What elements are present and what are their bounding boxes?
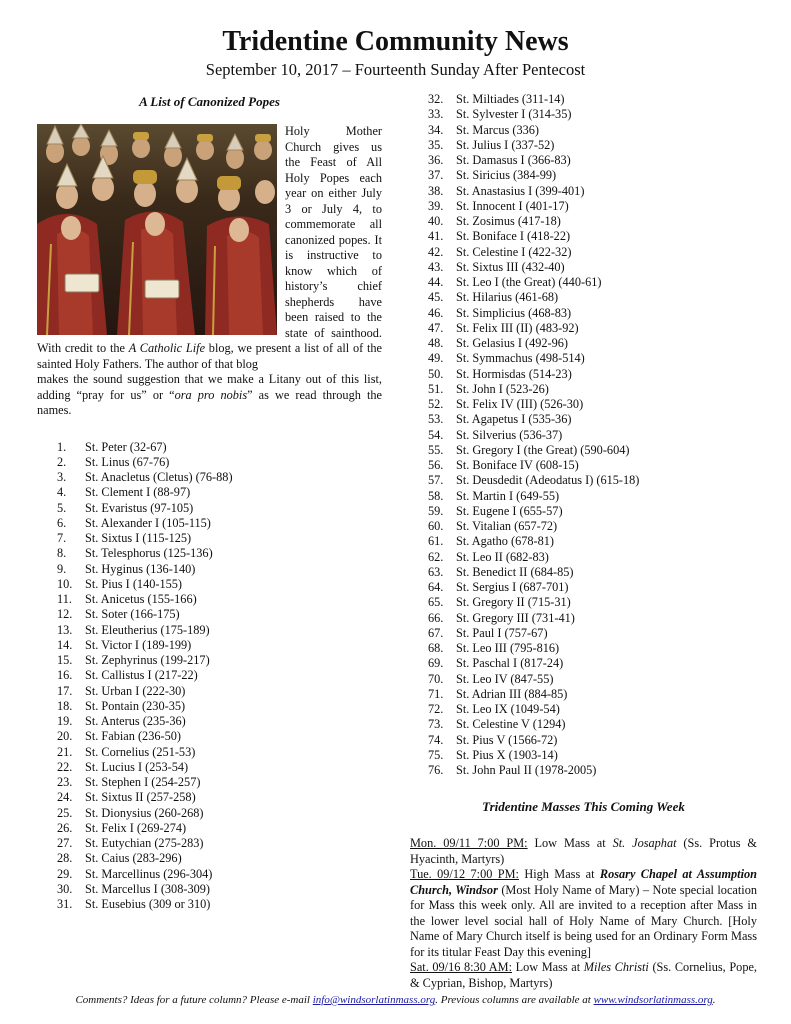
pope-number: 17. — [57, 683, 73, 698]
pope-name: St. Urban I (222-30) — [85, 683, 186, 698]
pope-number: 59. — [428, 503, 444, 518]
pope-list-item — [428, 245, 757, 260]
pope-list-item — [428, 428, 757, 443]
pope-list-item — [57, 775, 382, 790]
pope-number: 15. — [57, 653, 73, 667]
pope-list-item — [57, 562, 382, 577]
mass-text: Low Mass at — [527, 836, 613, 851]
intro-text-3: makes the sound suggestion that we make a Litany out of this list, adding “pray for us” or “ — [37, 372, 382, 402]
pope-number: 22. — [57, 759, 73, 774]
pope-list-item — [428, 199, 757, 214]
pope-name: St. Deusdedit (Adeodatus I) (615-18) — [456, 473, 640, 488]
pope-number: 11. — [57, 592, 72, 606]
pope-name: St. Soter (166-175) — [85, 607, 180, 622]
pope-name: St. Felix I (269-274) — [85, 820, 187, 835]
pope-list-item — [57, 851, 382, 866]
pope-list-item — [428, 138, 757, 153]
pope-name: St. Anastasius I (399-401) — [456, 183, 585, 198]
pope-list-item — [428, 504, 757, 519]
pope-list-item — [57, 623, 382, 638]
pope-number: 64. — [428, 580, 444, 594]
pope-name: St. Callistus I (217-22) — [85, 668, 198, 683]
pope-name: St. Alexander I (105-115) — [85, 515, 211, 530]
pope-number: 52. — [428, 397, 444, 411]
pope-list-item — [57, 699, 382, 714]
pope-name: St. Hilarius (461-68) — [456, 290, 559, 305]
pope-number: 12. — [57, 607, 73, 622]
pope-number: 62. — [428, 549, 444, 564]
intro-text-4: ” as we read through the names. — [37, 387, 382, 417]
mass-feast: (Ss. Protus & Hyacinth, Martyrs) — [410, 836, 757, 866]
pope-name: St. Damasus I (366-83) — [456, 153, 571, 167]
pope-name: St. Linus (67-76) — [85, 454, 170, 469]
pope-number: 21. — [57, 744, 73, 759]
pope-number: 37. — [428, 168, 444, 183]
pope-name: St. Leo I (the Great) (440-61) — [456, 275, 602, 289]
mass-text: High Mass at — [518, 867, 600, 882]
right-column — [410, 94, 757, 991]
pope-number: 76. — [428, 763, 444, 777]
pope-name: St. Eleutherius (175-189) — [85, 622, 210, 637]
pope-number: 74. — [428, 732, 444, 747]
pope-list-item — [428, 687, 757, 702]
pope-name: St. Zosimus (417-18) — [456, 214, 561, 228]
mass-entry-tuesday — [410, 867, 757, 960]
pope-name: St. John I (523-26) — [456, 381, 549, 396]
pope-number: 34. — [428, 122, 444, 137]
pope-name: St. Celestine V (1294) — [456, 717, 566, 732]
pope-list-item — [428, 214, 757, 229]
pope-number: 2. — [57, 454, 67, 469]
pope-list-item — [428, 519, 757, 534]
pope-name: St. Boniface I (418-22) — [456, 229, 571, 244]
pope-number: 57. — [428, 473, 444, 488]
pope-number: 65. — [428, 595, 444, 610]
pope-list-item — [428, 763, 757, 778]
pope-list-item — [57, 470, 382, 485]
pope-name: St. Boniface IV (608-15) — [456, 458, 579, 472]
pope-list-item — [428, 717, 757, 732]
footer — [0, 994, 791, 1006]
pope-number: 36. — [428, 153, 444, 167]
pope-number: 29. — [57, 866, 73, 881]
mass-entry-monday — [410, 836, 757, 867]
pope-name: St. Silverius (536-37) — [456, 427, 563, 442]
pope-number: 30. — [57, 881, 73, 896]
pope-name: St. Eugene I (655-57) — [456, 503, 563, 518]
pope-number: 67. — [428, 625, 444, 640]
pope-number: 20. — [57, 729, 73, 744]
pope-list-item — [57, 897, 382, 912]
issue-date: September 10, 2017 – Fourteenth Sunday After Pentecost — [205, 60, 586, 79]
pope-name: St. Felix III (II) (483-92) — [456, 320, 579, 335]
footer-text: . — [712, 994, 716, 1006]
pope-name: St. Sixtus II (257-258) — [85, 790, 196, 805]
pope-number: 66. — [428, 610, 444, 625]
pope-number: 7. — [57, 531, 67, 545]
pope-number: 45. — [428, 290, 444, 305]
pope-list-item — [57, 821, 382, 836]
pope-name: St. Pius V (1566-72) — [456, 732, 558, 747]
pope-number: 47. — [428, 320, 444, 335]
pope-number: 68. — [428, 641, 444, 655]
latin-phrase: ora pro nobis — [174, 387, 248, 402]
pope-number: 70. — [428, 671, 444, 686]
pope-name: St. Dionysius (260-268) — [85, 805, 204, 820]
pope-list-item — [57, 684, 382, 699]
pope-list-item — [428, 184, 757, 199]
pope-number: 72. — [428, 702, 444, 716]
pope-list-item — [428, 443, 757, 458]
pope-list-item — [57, 836, 382, 851]
pope-number: 51. — [428, 381, 444, 396]
pope-number: 60. — [428, 519, 444, 533]
pope-list-item — [57, 546, 382, 561]
pope-number: 35. — [428, 137, 444, 152]
pope-list-item — [57, 882, 382, 897]
pope-name: St. Evaristus (97-105) — [85, 500, 194, 515]
pope-number: 19. — [57, 714, 73, 728]
pope-name: St. Agatho (678-81) — [456, 534, 555, 549]
pope-name: St. Gregory I (the Great) (590-604) — [456, 442, 630, 457]
pope-number: 75. — [428, 747, 444, 762]
pope-number: 27. — [57, 836, 73, 850]
pope-name: St. Siricius (384-99) — [456, 168, 557, 183]
pope-list-item — [428, 550, 757, 565]
pope-name: St. Paschal I (817-24) — [456, 656, 564, 671]
pope-list-item — [428, 641, 757, 656]
pope-number: 46. — [428, 305, 444, 320]
pope-number: 53. — [428, 412, 444, 427]
pope-name: St. Stephen I (254-257) — [85, 775, 201, 789]
pope-name: St. Marcus (336) — [456, 122, 539, 137]
pope-name: St. Julius I (337-52) — [456, 137, 555, 152]
pope-number: 8. — [57, 546, 67, 561]
pope-number: 44. — [428, 275, 444, 289]
popes-painting-image — [37, 124, 277, 335]
pope-list-item — [428, 321, 757, 336]
pope-list-item — [57, 531, 382, 546]
pope-list-item — [57, 653, 382, 668]
pope-number: 39. — [428, 198, 444, 213]
pope-number: 56. — [428, 458, 444, 472]
pope-list-item — [428, 107, 757, 122]
pope-number: 10. — [57, 576, 73, 591]
mass-entry-saturday — [410, 960, 757, 991]
mass-time: Sat. 09/16 8:30 AM: — [410, 960, 512, 975]
pope-name: St. Pontain (230-35) — [85, 698, 186, 713]
pope-list-item — [428, 611, 757, 626]
pope-list-item — [57, 455, 382, 470]
pope-name: St. John Paul II (1978-2005) — [456, 763, 597, 777]
pope-number: 41. — [428, 229, 444, 244]
pope-list-item — [428, 306, 757, 321]
pope-list-item — [428, 672, 757, 687]
pope-name: St. Anacletus (Cletus) (76-88) — [85, 470, 233, 484]
pope-name: St. Leo IV (847-55) — [456, 671, 554, 686]
pope-list-item — [57, 516, 382, 531]
pope-list-item — [428, 412, 757, 427]
left-column — [37, 94, 382, 912]
pope-number: 23. — [57, 775, 73, 789]
pope-name: St. Leo IX (1049-54) — [456, 702, 560, 716]
pope-list-item — [428, 626, 757, 641]
pope-number: 16. — [57, 668, 73, 683]
mass-feast: (Most Holy Name of Mary) – Note special location for Mass this week only. All are invited to a reception after Mass in the lower level social hall of Holy Name of Mary Church. [Holy Name of Mary Church itself is being used for an Ordinary Form Mass for its titular Feast Day this evening] — [410, 882, 758, 959]
pope-name: St. Sergius I (687-701) — [456, 580, 569, 594]
pope-list-item — [57, 577, 382, 592]
pope-list-item — [428, 748, 757, 763]
pope-list-item — [57, 745, 382, 760]
pope-number: 14. — [57, 637, 73, 652]
pope-list-item — [57, 806, 382, 821]
pope-list-item — [57, 501, 382, 516]
mass-location: Rosary Chapel at Assumption Church, Windsor — [410, 867, 758, 897]
pope-list-item — [57, 592, 382, 607]
popes-list-left — [37, 440, 382, 913]
pope-list-item — [428, 656, 757, 671]
pope-list-item — [428, 275, 757, 290]
pope-list-item — [428, 336, 757, 351]
masses-title: Tridentine Masses This Coming Week — [482, 799, 685, 815]
pope-number: 4. — [57, 485, 67, 500]
pope-list-item — [57, 638, 382, 653]
pope-number: 40. — [428, 214, 444, 228]
pope-number: 71. — [428, 686, 444, 701]
pope-list-item — [428, 733, 757, 748]
pope-name: St. Gregory II (715-31) — [456, 595, 571, 610]
pope-number: 32. — [428, 92, 444, 106]
mass-location: St. Josaphat — [612, 836, 677, 851]
pope-number: 49. — [428, 351, 444, 366]
pope-number: 26. — [57, 820, 73, 835]
pope-name: St. Clement I (88-97) — [85, 485, 191, 500]
pope-name: St. Fabian (236-50) — [85, 729, 181, 744]
pope-number: 33. — [428, 107, 444, 122]
pope-list-item — [428, 702, 757, 717]
pope-list-item — [428, 92, 757, 107]
pope-list-item — [57, 760, 382, 775]
pope-list-item — [428, 260, 757, 275]
pope-name: St. Hormisdas (514-23) — [456, 366, 572, 381]
pope-list-item — [57, 867, 382, 882]
pope-name: St. Benedict II (684-85) — [456, 564, 574, 579]
pope-name: St. Anterus (235-36) — [85, 714, 186, 728]
pope-name: St. Gregory III (731-41) — [456, 610, 575, 625]
pope-list-item — [428, 382, 757, 397]
pope-list-item — [57, 440, 382, 455]
pope-name: St. Sixtus I (115-125) — [85, 531, 192, 545]
pope-name: St. Zephyrinus (199-217) — [85, 653, 210, 667]
pope-number: 31. — [57, 897, 73, 911]
pope-name: St. Gelasius I (492-96) — [456, 336, 569, 350]
pope-name: St. Caius (283-296) — [85, 851, 182, 866]
pope-name: St. Victor I (189-199) — [85, 637, 192, 652]
intro-text-2: blog, we present a list of all of the sainted Holy Fathers. The author of that blog — [37, 341, 382, 371]
pope-list-item — [428, 580, 757, 595]
popes-list-right — [410, 92, 757, 778]
article-intro-continued — [37, 372, 382, 419]
mass-time: Mon. 09/11 7:00 PM: — [410, 836, 528, 851]
pope-number: 24. — [57, 790, 73, 805]
pope-list-item — [428, 290, 757, 305]
pope-name: St. Sylvester I (314-35) — [456, 107, 572, 122]
newsletter-title: Tridentine Community News — [222, 26, 569, 57]
pope-list-item — [57, 714, 382, 729]
pope-name: St. Telesphorus (125-136) — [85, 546, 213, 561]
email-link[interactable]: info@windsorlatinmass.org — [312, 994, 436, 1006]
pope-list-item — [428, 229, 757, 244]
pope-name: St. Paul I (757-67) — [456, 625, 548, 640]
pope-list-item — [428, 595, 757, 610]
pope-number: 69. — [428, 656, 444, 671]
pope-list-item — [428, 534, 757, 549]
pope-name: St. Agapetus I (535-36) — [456, 412, 572, 427]
pope-number: 6. — [57, 515, 67, 530]
pope-list-item — [428, 565, 757, 580]
pope-name: St. Leo II (682-83) — [456, 549, 549, 564]
pope-list-item — [57, 668, 382, 683]
pope-number: 48. — [428, 336, 444, 350]
pope-number: 58. — [428, 488, 444, 503]
mass-location: Miles Christi — [583, 960, 649, 975]
pope-list-item — [57, 790, 382, 805]
pope-name: St. Innocent I (401-17) — [456, 198, 569, 213]
mass-time: Tue. 09/12 7:00 PM: — [410, 867, 519, 882]
pope-name: St. Martin I (649-55) — [456, 488, 560, 503]
pope-name: St. Felix IV (III) (526-30) — [456, 397, 584, 411]
pope-number: 13. — [57, 622, 73, 637]
pope-number: 73. — [428, 717, 444, 732]
pope-list-item — [428, 473, 757, 488]
pope-number: 38. — [428, 183, 444, 198]
pope-name: St. Cornelius (251-53) — [85, 744, 196, 759]
pope-number: 3. — [57, 470, 67, 484]
pope-list-item — [428, 397, 757, 412]
pope-number: 25. — [57, 805, 73, 820]
pope-list-item — [428, 168, 757, 183]
pope-list-item — [57, 485, 382, 500]
pope-number: 54. — [428, 427, 444, 442]
pope-name: St. Pius I (140-155) — [85, 576, 183, 591]
pope-list-item — [428, 153, 757, 168]
pope-number: 1. — [57, 439, 67, 454]
mass-text: Low Mass at — [512, 960, 584, 975]
pope-name: St. Celestine I (422-32) — [456, 244, 572, 259]
masthead — [0, 26, 791, 80]
pope-name: St. Marcellinus (296-304) — [85, 866, 213, 881]
pope-number: 61. — [428, 534, 444, 549]
pope-name: St. Hyginus (136-140) — [85, 561, 196, 576]
pope-name: St. Leo III (795-816) — [456, 641, 560, 655]
footer-text: Comments? Ideas for a future column? Please e-mail — [75, 994, 313, 1006]
pope-name: St. Vitalian (657-72) — [456, 519, 558, 533]
pope-name: St. Eutychian (275-283) — [85, 836, 204, 850]
pope-number: 5. — [57, 500, 67, 515]
pope-list-item — [57, 607, 382, 622]
article-title: A List of Canonized Popes — [139, 94, 280, 109]
pope-number: 28. — [57, 851, 73, 866]
pope-number: 63. — [428, 564, 444, 579]
pope-name: St. Simplicius (468-83) — [456, 305, 572, 320]
pope-name: St. Miltiades (311-14) — [456, 92, 565, 106]
pope-name: St. Peter (32-67) — [85, 439, 167, 454]
pope-number: 18. — [57, 698, 73, 713]
blog-name: A Catholic Life — [128, 341, 206, 355]
pope-name: St. Symmachus (498-514) — [456, 351, 585, 366]
pope-list-item — [428, 489, 757, 504]
pope-name: St. Eusebius (309 or 310) — [85, 897, 211, 911]
pope-number: 43. — [428, 259, 444, 274]
website-link[interactable]: www.windsorlatinmass.org — [593, 994, 713, 1006]
pope-number: 9. — [57, 561, 67, 576]
pope-list-item — [428, 458, 757, 473]
pope-list-item — [57, 729, 382, 744]
pope-name: St. Marcellus I (308-309) — [85, 881, 210, 896]
pope-number: 42. — [428, 244, 444, 259]
pope-number: 50. — [428, 366, 444, 381]
footer-text: . Previous columns are available at — [435, 994, 594, 1006]
intro-text-1: Holy Mother Church gives us the Feast of All Holy Popes each year on either July 3 or July 4, to commemorate all canonized popes. It is instructive to know which of history’s chief shepherds have been raised to the state of sainthood. With credit to the — [37, 124, 382, 355]
pope-name: St. Lucius I (253-54) — [85, 759, 189, 774]
pope-list-item — [428, 351, 757, 366]
pope-list-item — [428, 367, 757, 382]
mass-feast: (Ss. Cornelius, Pope, & Cyprian, Bishop, Martyrs) — [410, 960, 757, 990]
pope-list-item — [428, 123, 757, 138]
pope-name: St. Pius X (1903-14) — [456, 747, 558, 762]
pope-number: 55. — [428, 442, 444, 457]
pope-name: St. Anicetus (155-166) — [85, 592, 197, 606]
pope-name: St. Adrian III (884-85) — [456, 686, 568, 701]
pope-name: St. Sixtus III (432-40) — [456, 259, 565, 274]
